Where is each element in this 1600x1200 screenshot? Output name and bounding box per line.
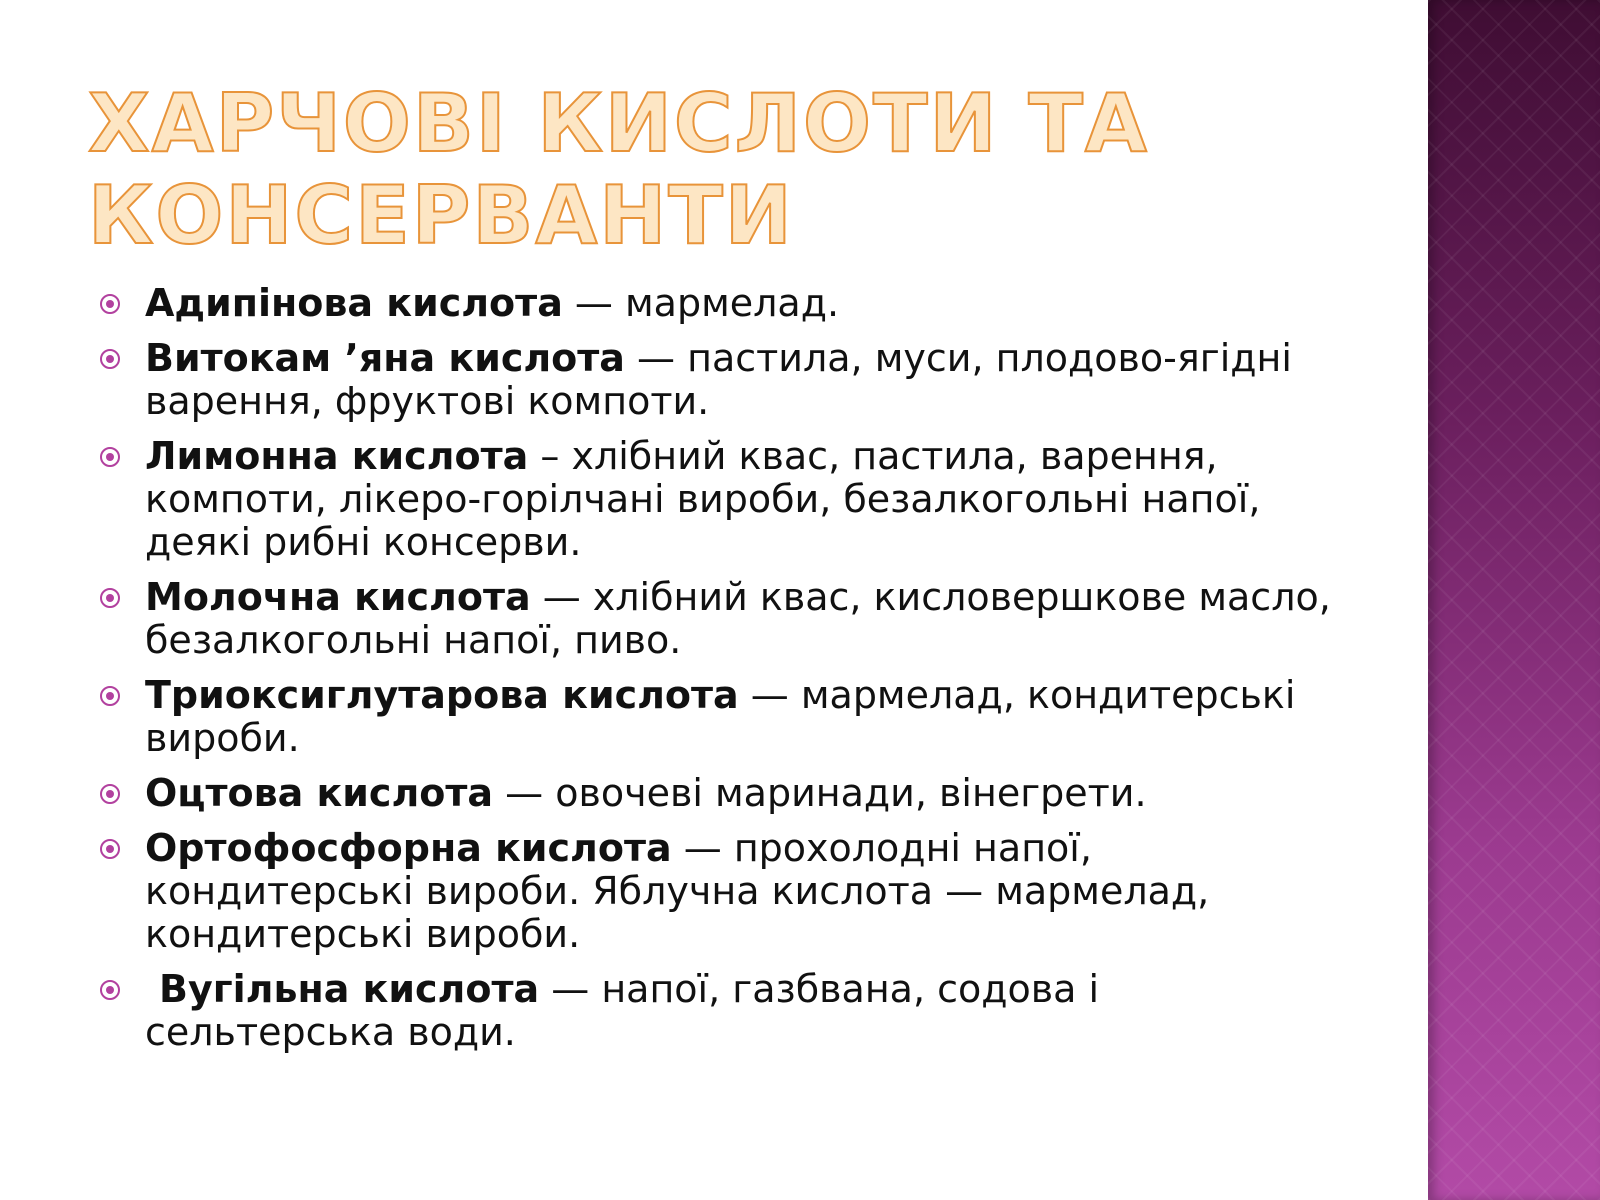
- item-term: Лимонна кислота: [145, 434, 529, 478]
- list-item: [100, 827, 1340, 956]
- item-term: Витокам ’яна кислота: [145, 336, 625, 380]
- list-item: [100, 337, 1340, 423]
- item-term: Вугільна кислота: [159, 967, 540, 1011]
- circle-bullet-icon: [100, 839, 120, 859]
- title-line-1: ХАРЧОВІ КИСЛОТИ ТА: [88, 77, 1149, 170]
- circle-bullet-icon: [100, 980, 120, 1000]
- circle-bullet-icon: [100, 686, 120, 706]
- bullet-list: [100, 282, 1340, 1066]
- list-item: [100, 282, 1340, 325]
- list-item: [100, 772, 1340, 815]
- item-term: Ортофосфорна кислота: [145, 826, 672, 870]
- item-description: — мармелад, кондитерські вироби.: [145, 673, 1296, 760]
- item-term: Молочна кислота: [145, 575, 531, 619]
- slide-title: [88, 78, 1288, 262]
- title-line-2: КОНСЕРВАНТИ: [88, 169, 794, 262]
- circle-bullet-icon: [100, 588, 120, 608]
- item-description: — мармелад.: [562, 281, 840, 325]
- item-description: — хлібний квас, кисловершкове масло, безалкогольні напої, пиво.: [145, 575, 1331, 662]
- list-item: [100, 674, 1340, 760]
- list-item: [100, 435, 1340, 564]
- item-description: — овочеві маринади, вінегрети.: [493, 771, 1147, 815]
- item-description: – хлібний квас, пастила, варення, компоти, лікеро-горілчані вироби, безалкогольні напої, деякі рибні консерви.: [145, 434, 1261, 564]
- item-description: — пастила, муси, плодово-ягідні варення, фруктові компоти.: [145, 336, 1292, 423]
- item-description: — прохолодні напої, кондитерські вироби. Яблучна кислота — мармелад, кондитерські вироби.: [145, 826, 1210, 956]
- item-term: Оцтова кислота: [145, 771, 494, 815]
- item-term: Триоксиглутарова кислота: [145, 673, 739, 717]
- circle-bullet-icon: [100, 447, 120, 467]
- circle-bullet-icon: [100, 349, 120, 369]
- item-description: — напої, газбвана, содова і сельтерська води.: [145, 967, 1100, 1054]
- list-item: [100, 576, 1340, 662]
- circle-bullet-icon: [100, 784, 120, 804]
- list-item: [100, 968, 1340, 1054]
- decorative-side-band: [1428, 0, 1600, 1200]
- item-term: Адипінова кислота: [145, 281, 563, 325]
- circle-bullet-icon: [100, 294, 120, 314]
